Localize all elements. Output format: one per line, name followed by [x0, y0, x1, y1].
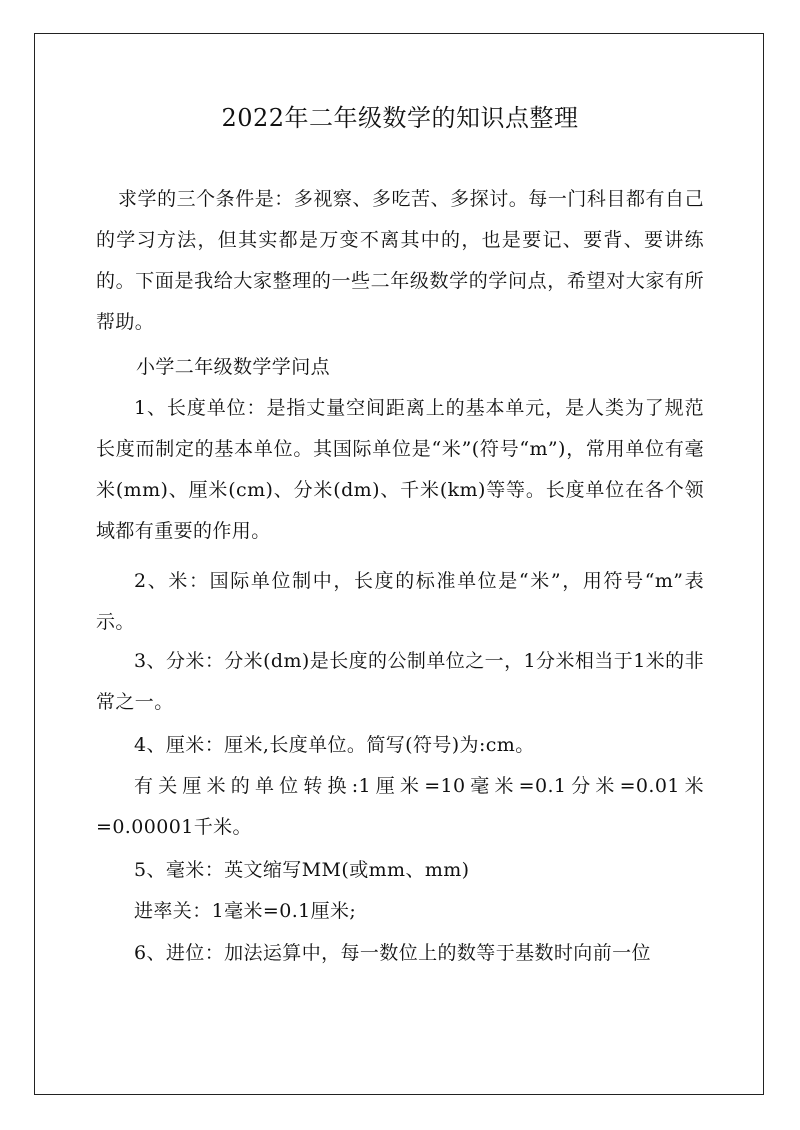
paragraph-meter: 2、米：国际单位制中，长度的标准单位是“米”，用符号“m”表示。 [96, 570, 704, 633]
paragraph-length-unit: 1、长度单位：是指丈量空间距离上的基本单元，是人类为了规范长度而制定的基本单位。其国际单位是“米”(符号“m”)，常用单位有毫米(mm)、厘米(cm)、分米(dm)、千米(km)等等。长度单位在各个领域都有重要的作用。 [96, 397, 704, 542]
paragraph-cm-conversion: 有关厘米的单位转换:1厘米=10毫米=0.1分米=0.01米=0.00001千米。 [96, 775, 704, 838]
paragraph-decimeter: 3、分米：分米(dm)是长度的公制单位之一，1分米相当于1米的非常之一。 [96, 650, 704, 713]
document-title: 2022年二年级数学的知识点整理 [221, 104, 579, 132]
paragraph-mm-ratio: 进率关：1毫米=0.1厘米; [134, 900, 357, 922]
section-heading: 小学二年级数学学问点 [136, 356, 331, 378]
intro-paragraph: 求学的三个条件是：多视察、多吃苦、多探讨。每一门科目都有自己的学习方法，但其实都是万变不离其中的，也是要记、要背、要讲练的。下面是我给大家整理的一些二年级数学的学问点，希望对大家有所帮助。 [96, 188, 704, 333]
paragraph-carry: 6、进位：加法运算中，每一数位上的数等于基数时向前一位 [134, 942, 651, 964]
paragraph-centimeter: 4、厘米：厘米,长度单位。简写(符号)为:cm。 [134, 734, 535, 756]
paragraph-millimeter: 5、毫米：英文缩写MM(或mm、mm) [134, 859, 470, 881]
